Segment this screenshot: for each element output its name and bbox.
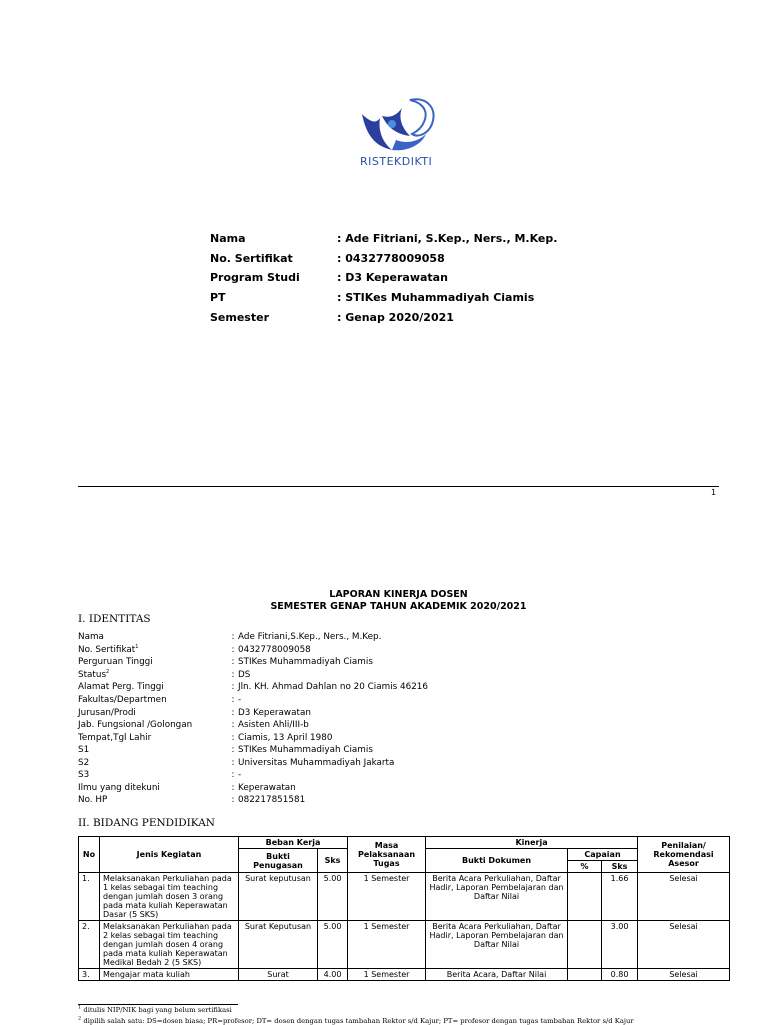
header-capaian: Capaian: [568, 849, 638, 861]
table-row: [79, 873, 730, 921]
table-row: [79, 921, 730, 969]
cover-value: : STIKes Muhammadiyah Ciamis: [337, 291, 535, 305]
cell-sks-capaian: 3.00: [602, 921, 638, 969]
identity-value: Ade Fitriani,S.Kep., Ners., M.Kep.: [238, 632, 382, 643]
identity-label: Tempat,Tgl Lahir: [78, 732, 152, 743]
identity-row: [78, 744, 428, 757]
identity-row: [78, 756, 428, 769]
cell-sks-capaian: 0.80: [602, 969, 638, 981]
colon: :: [231, 732, 235, 743]
cell-masa: 1 Semester: [348, 969, 426, 981]
identity-value: -: [238, 770, 242, 781]
footnote-divider: [78, 1004, 238, 1005]
footnote-text: dipilih salah satu: DS=dosen biasa; PR=profesor; DT= dosen dengan tugas tambahan Rektor s/d Kajur; PT= profesor dengan tugas tambahan Rektor s/d Kajur: [83, 1017, 634, 1025]
header-masa-pelaksanaan: Masa Pelaksanaan Tugas: [348, 837, 426, 873]
footnote: [78, 1006, 232, 1014]
colon: :: [231, 707, 235, 718]
identity-label: Jurusan/Prodi: [78, 707, 136, 718]
cell-penilaian: Selesai: [638, 873, 730, 921]
header-penilaian: Penilaian/ Rekomendasi Asesor: [638, 837, 730, 873]
header-sks-capaian: Sks: [602, 861, 638, 873]
identity-label: Fakultas/Departmen: [78, 695, 167, 705]
identity-label: No. HP: [78, 795, 108, 806]
cell-dokumen: Berita Acara, Daftar Nilai: [426, 969, 568, 981]
cell-no: 1.: [79, 873, 100, 921]
cell-jenis: Melaksanakan Perkuliahan pada 1 kelas sebagai tim teaching dengan jumlah dosen 3 orang pada mata kuliah Keperawatan Dasar (5 SKS): [100, 873, 239, 921]
cover-row: [210, 249, 557, 269]
cell-sks-capaian: 1.66: [602, 873, 638, 921]
cell-masa: 1 Semester: [348, 873, 426, 921]
cover-value: : Genap 2020/2021: [337, 310, 454, 324]
identity-row: [78, 694, 428, 707]
identity-value: Jln. KH. Ahmad Dahlan no 20 Ciamis 46216: [238, 682, 429, 693]
identity-label: Perguruan Tinggi: [78, 657, 153, 668]
logo-wordmark: RISTEKDIKTI: [360, 155, 433, 168]
cover-row: [210, 229, 557, 249]
identity-row: [78, 769, 428, 782]
footnote-marker: 1: [78, 1004, 82, 1011]
identity-label: Jab. Fungsional /Golongan: [78, 720, 193, 731]
cell-bukti: Surat Keputusan: [239, 921, 318, 969]
colon: :: [231, 757, 235, 768]
identity-row: [78, 656, 428, 669]
colon: :: [231, 782, 235, 793]
identity-label: Status: [78, 669, 107, 680]
colon: :: [231, 695, 235, 705]
colon: :: [231, 632, 235, 643]
identity-value: DS: [238, 669, 251, 680]
identity-label: Alamat Perg. Tinggi: [78, 682, 164, 693]
cover-label: No. Sertifikat: [210, 251, 293, 265]
colon: :: [231, 770, 235, 781]
cell-jenis: Mengajar mata kuliah: [100, 969, 239, 981]
cell-penilaian: Selesai: [638, 969, 730, 981]
identity-label: Ilmu yang ditekuni: [78, 782, 160, 793]
cover-row: [210, 307, 557, 327]
cell-sks: 5.00: [318, 921, 348, 969]
identity-value: Universitas Muhammadiyah Jakarta: [238, 757, 395, 768]
report-subtitle: SEMESTER GENAP TAHUN AKADEMIK 2020/2021: [270, 601, 527, 612]
header-no: No: [79, 837, 100, 873]
cell-sks: 4.00: [318, 969, 348, 981]
cell-no: 3.: [79, 969, 100, 981]
cell-jenis: Melaksanakan Perkuliahan pada 2 kelas sebagai tim teaching dengan jumlah dosen 4 orang pada mata kuliah Keperawatan Medikal Bedah 2 (5 SKS): [100, 921, 239, 969]
identity-value: 0432778009058: [238, 644, 311, 655]
education-table: [78, 836, 730, 981]
identity-row: [78, 706, 428, 719]
page-number: 1: [711, 488, 717, 497]
cover-value: : Ade Fitriani, S.Kep., Ners., M.Kep.: [337, 232, 558, 246]
header-sks: Sks: [318, 849, 348, 873]
header-kinerja: Kinerja: [426, 837, 638, 849]
report-title: LAPORAN KINERJA DOSEN: [329, 589, 468, 600]
identity-label: Nama: [78, 632, 104, 643]
colon: :: [231, 720, 235, 731]
cover-value: : 0432778009058: [337, 251, 445, 265]
cell-penilaian: Selesai: [638, 921, 730, 969]
colon: :: [231, 669, 235, 680]
colon: :: [231, 795, 235, 806]
header-persen: %: [568, 861, 602, 873]
identity-row: [78, 794, 428, 807]
identity-row: [78, 669, 428, 682]
colon: :: [231, 745, 235, 756]
table-row: [79, 969, 730, 981]
cell-bukti: Surat: [239, 969, 318, 981]
colon: :: [231, 657, 235, 668]
cover-label: Semester: [210, 310, 269, 324]
cover-label: Program Studi: [210, 271, 300, 285]
identity-label: No. Sertifikat: [78, 644, 136, 655]
cell-masa: 1 Semester: [348, 921, 426, 969]
identity-value: D3 Keperawatan: [238, 707, 311, 718]
colon: :: [231, 644, 235, 655]
footnote-ref: 2: [106, 668, 110, 675]
cover-value: : D3 Keperawatan: [337, 271, 448, 285]
identity-row: [78, 681, 428, 694]
section-heading-pendidikan: II. BIDANG PENDIDIKAN: [78, 817, 215, 829]
identity-list: [78, 631, 428, 807]
cell-persen: [568, 921, 602, 969]
cell-persen: [568, 873, 602, 921]
header-jenis-kegiatan: Jenis Kegiatan: [100, 837, 239, 873]
cover-label: Nama: [210, 232, 246, 246]
cell-no: 2.: [79, 921, 100, 969]
identity-row: [78, 782, 428, 795]
colon: :: [231, 682, 235, 693]
page-divider: [78, 486, 719, 487]
cell-dokumen: Berita Acara Perkuliahan, Daftar Hadir, Laporan Pembelajaran dan Daftar Nilai: [426, 921, 568, 969]
identity-label: S1: [78, 745, 90, 756]
identity-value: Keperawatan: [238, 782, 296, 793]
identity-label: S2: [78, 757, 90, 768]
cell-bukti: Surat keputusan: [239, 873, 318, 921]
identity-row: [78, 731, 428, 744]
cover-row: [210, 268, 557, 288]
identity-row: [78, 719, 428, 732]
identity-value: Asisten Ahli/III-b: [238, 720, 309, 731]
identity-value: STIKes Muhammadiyah Ciamis: [238, 657, 373, 668]
footnote-text: ditulis NIP/NIK bagi yang belum sertifikasi: [83, 1006, 232, 1014]
section-heading-identitas: I. IDENTITAS: [78, 613, 151, 625]
footnote-marker: 2: [78, 1015, 82, 1022]
header-bukti-penugasan: Bukti Penugasan: [239, 849, 318, 873]
cell-persen: [568, 969, 602, 981]
cover-label: PT: [210, 291, 226, 305]
footnote-ref: 1: [135, 643, 139, 650]
identity-row: [78, 644, 428, 657]
identity-value: 082217851581: [238, 795, 306, 806]
identity-value: -: [238, 695, 242, 705]
identity-row: [78, 631, 428, 644]
header-beban-kerja: Beban Kerja: [239, 837, 348, 849]
header-bukti-dokumen: Bukti Dokumen: [426, 849, 568, 873]
identity-value: STIKes Muhammadiyah Ciamis: [238, 745, 373, 756]
identity-value: Ciamis, 13 April 1980: [238, 732, 333, 743]
identity-label: S3: [78, 770, 90, 781]
cover-row: [210, 288, 557, 308]
cell-sks: 5.00: [318, 873, 348, 921]
cell-dokumen: Berita Acara Perkuliahan, Daftar Hadir, Laporan Pembelajaran dan Daftar Nilai: [426, 873, 568, 921]
cover-info: [210, 229, 557, 327]
